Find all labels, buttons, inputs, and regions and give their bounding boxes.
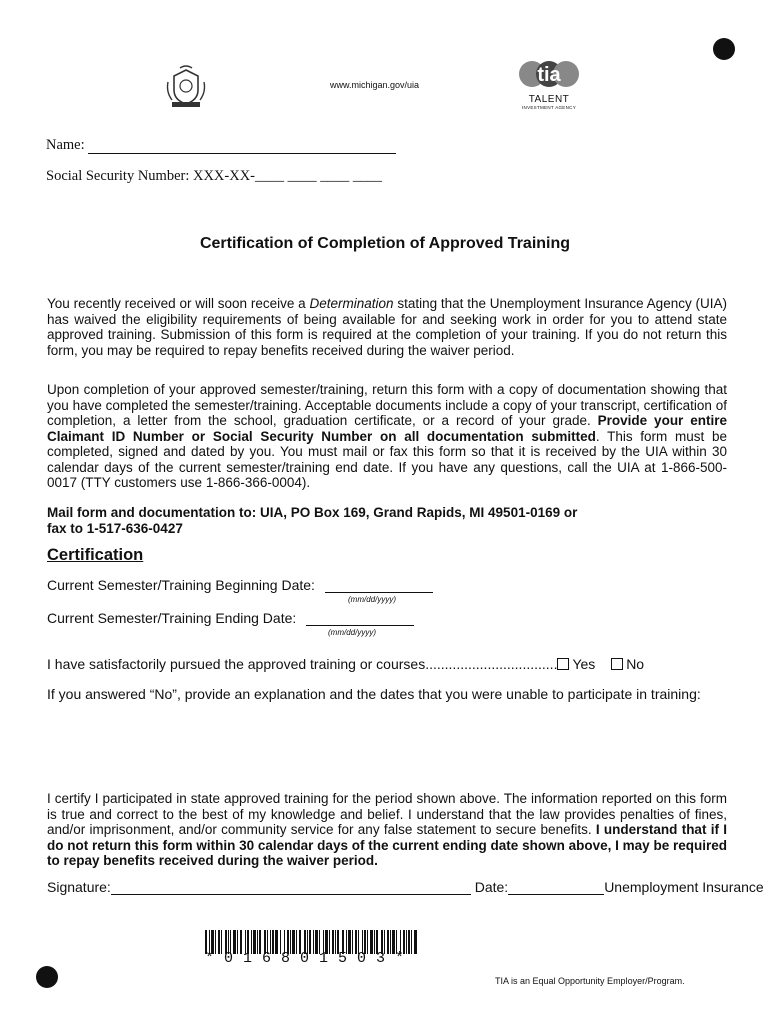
registration-mark-top [713,38,735,60]
certify-text: I certify I participated in state approved training for the period shown above. The information reported on this form is true and correct to the best of my knowledge and belief. I understand that the law provides penalties of fines, and/or imprisonment, and/or community service for any false statement to secure benefits. [47,791,727,837]
certification-heading: Certification [47,546,144,564]
registration-mark-bottom [36,966,58,988]
yes-checkbox[interactable] [557,658,569,670]
tia-monogram-text: tia [537,64,561,86]
name-label: Name: [46,137,89,153]
end-date-hint: (mm/dd/yyyy) [328,628,376,637]
ssn-input-blanks[interactable]: ____ ____ ____ ____ [255,168,382,184]
mail-instructions [47,505,737,536]
signature-row [47,879,770,895]
page-title: Certification of Completion of Approved Training [199,235,571,252]
name-field-row [46,137,396,154]
begin-date-label: Current Semester/Training Beginning Date: [47,577,315,593]
barcode-digits: *016801503* [205,950,415,967]
yes-label: Yes [572,656,596,672]
mail-line-2: fax to 1-517-636-0427 [47,520,183,536]
signature-label: Signature: [47,879,111,895]
trailing-text: Unemployment Insurance [604,879,764,895]
no-checkbox[interactable] [611,658,623,670]
intro-p2-bold: Provide your entire Claimant ID Number or Social Security Number on all documentation submitted [47,413,727,444]
explain-prompt: If you answered “No”, provide an explanation and the dates that you were unable to participate in training: [47,686,701,702]
header-url[interactable]: www.michigan.gov/uia [330,80,420,90]
ssn-field-row [46,168,382,185]
equal-opportunity-notice: TIA is an Equal Opportunity Employer/Program. [495,976,685,986]
date-input[interactable] [508,880,604,895]
tia-logo-subtitle: INVESTMENT AGENCY [521,105,577,110]
end-date-row [47,610,414,626]
pursued-question-row [47,656,747,672]
certify-bold-text: I understand that if I do not return this form within 30 calendar days of the current ending date shown above, I may be required to repay benefits received during the waiver period. [47,822,727,868]
explanation-area[interactable] [47,722,727,782]
intro-p1-b: stating that the Unemployment Insurance Agency (UIA) has waived the eligibility requirements of being available for and seeking work in order for you to attend state approved training. Submission of this form is required at the completion of your training. If you do not return this form, you may be required to repay benefits received during the waiver period. [47,296,727,358]
certify-paragraph [47,791,727,869]
intro-p2-b: . This form must be completed, signed and dated by you. You must mail or fax this form so that it is received by the UIA within 30 calendar days of the current semester/training end date. If you have any questions, call the UIA at 1-866-500-0017 (TTY customers use 1-866-366-0004). [47,428,727,490]
tia-logo-name: TALENT [528,94,570,105]
begin-date-row [47,577,433,593]
begin-date-input[interactable] [325,578,433,593]
intro-p1-a: You recently received or will soon receive a [47,296,310,311]
mail-line-1: Mail form and documentation to: UIA, PO Box 169, Grand Rapids, MI 49501-0169 or [47,505,578,520]
michigan-seal-icon [164,64,208,110]
date-label: Date: [470,879,509,895]
tia-monogram-icon [518,60,580,88]
end-date-label: Current Semester/Training Ending Date: [47,610,297,626]
ssn-label: Social Security Number: XXX-XX- [46,168,255,184]
intro-p2-a: Upon completion of your approved semester/training, return this form with a copy of documentation showing that you have completed the semester/training. Acceptable documents include a copy of your transcript, certification of completion, a letter from the school, graduation certificate, or a record of your grade. [47,382,727,428]
end-date-input[interactable] [306,611,414,626]
signature-input[interactable] [111,880,471,895]
pursued-question: I have satisfactorily pursued the approved training or courses.................................. [47,656,558,672]
intro-paragraph-1 [47,296,727,358]
begin-date-hint: (mm/dd/yyyy) [348,595,396,604]
tia-logo [518,60,580,110]
no-label: No [626,656,645,672]
determination-term: Determination [309,296,394,311]
name-input-line[interactable] [88,139,396,154]
intro-paragraph-2 [47,382,727,491]
